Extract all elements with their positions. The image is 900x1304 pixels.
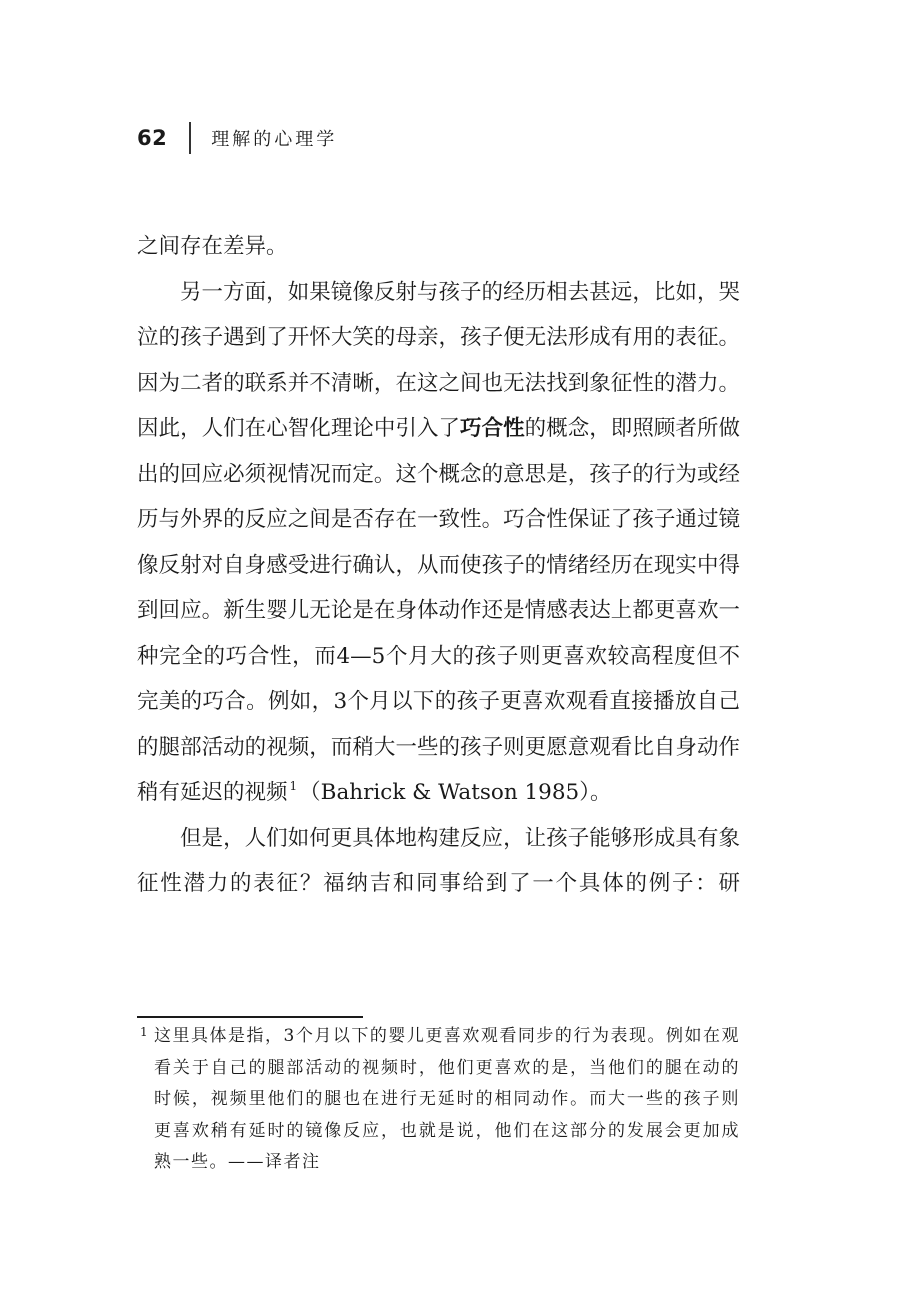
footnote-reference: 1 [289, 779, 298, 793]
page-number: 62 [137, 126, 168, 150]
paragraph-3: 但是，人们如何更具体地构建反应，让孩子能够形成具有象征性潜力的表征？福纳吉和同事给到了一个具体的例子：研 [137, 825, 740, 896]
paragraph-2-text-b: 的概念，即照顾者所做出的回应必须视情况而定。这个概念的意思是，孩子的行为或经历与外界的反应之间是否存在一致性。巧合性保证了孩子通过镜像反射对自身感受进行确认，从而使孩子的情绪经历在现实中得到回应。新生婴儿无论是在身体动作还是情感表达上都更喜欢一种完全的巧合性，而4—5个月大的孩子则更喜欢较高程度但不完美的巧合。例如，3个月以下的孩子更喜欢观看直接播放自己的腿部活动的视频，而稍大一些的孩子则更愿意观看比自身动作稍有延迟的视频 [137, 416, 740, 805]
citation: （Bahrick & Watson 1985）。 [299, 780, 612, 805]
paragraph-2 [137, 270, 740, 816]
header-divider [189, 122, 191, 154]
footnote-text: 这里具体是指，3个月以下的婴儿更喜欢观看同步的行为表现。例如在观看关于自己的腿部活动的视频时，他们更喜欢的是，当他们的腿在动的时候，视频里他们的腿也在进行无延时的相同动作。而大一些的孩子则更喜欢稍有延时的镜像反应，也就是说，他们在这部分的发展会更加成熟一些。——译者注 [154, 1026, 740, 1172]
paragraph-2-text-a: 另一方面，如果镜像反射与孩子的经历相去甚远，比如，哭泣的孩子遇到了开怀大笑的母亲，孩子便无法形成有用的表征。因为二者的联系并不清晰，在这之间也无法找到象征性的潜力。因此，人们在心智化理论中引入了 [137, 279, 740, 441]
running-header [137, 120, 337, 156]
footnote [137, 1021, 740, 1179]
body-text [137, 224, 740, 907]
key-term-coincidence: 巧合性 [460, 416, 525, 441]
paragraph-1: 之间存在差异。 [137, 234, 288, 259]
footnote-divider [137, 1016, 363, 1018]
footnote-mark: 1 [140, 1025, 148, 1039]
book-title: 理解的心理学 [211, 129, 338, 150]
